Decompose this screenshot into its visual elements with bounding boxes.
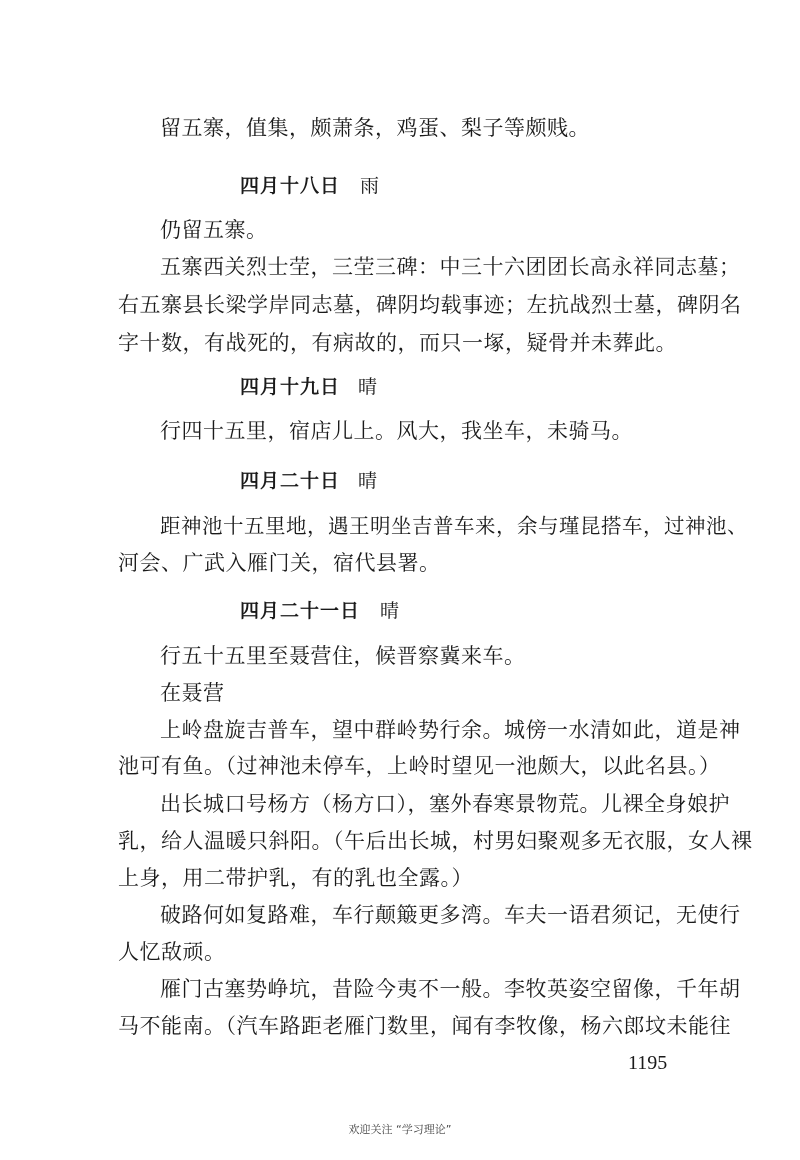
page-number: 1195 <box>628 1052 668 1074</box>
footer-caption: 欢迎关注 “学习理论” <box>348 1123 452 1136</box>
paragraph-line: 出长城口号杨方（杨方口），塞外春寒景物荒。儿裸全身娘护 <box>160 792 730 816</box>
entry-date: 四月二十日 <box>240 470 341 492</box>
paragraph-line: 在聂营 <box>160 681 225 705</box>
paragraph-line: 距神池十五里地，遇王明坐吉普车来，余与瑾昆搭车，过神池、 <box>160 514 748 538</box>
entry-weather: 雨 <box>360 175 380 197</box>
paragraph-line: 上岭盘旋吉普车，望中群岭势行余。城傍一水清如此，道是神 <box>160 718 741 742</box>
entry-weather: 晴 <box>358 470 378 492</box>
paragraph-line: 仍留五寨。 <box>160 218 268 242</box>
paragraph-line: 字十数，有战死的，有病故的，而只一塚，疑骨并未葬此。 <box>118 331 677 355</box>
paragraph-line: 行五十五里至聂营住，候晋察冀来车。 <box>160 644 526 668</box>
entry-date: 四月十九日 <box>240 376 341 398</box>
paragraph-line: 乳，给人温暖只斜阳。（午后出长城，村男妇聚观多无衣服，女人裸 <box>118 829 753 853</box>
paragraph-line: 五寨西关烈士茔，三茔三碑：中三十六团团长高永祥同志墓； <box>160 255 741 279</box>
paragraph-line: 留五寨，值集，颇萧条，鸡蛋、梨子等颇贱。 <box>160 116 590 140</box>
paragraph-line: 人忆敌顽。 <box>118 940 226 964</box>
paragraph-line: 行四十五里，宿店儿上。风大，我坐车，未骑马。 <box>160 419 633 443</box>
paragraph-line: 马不能南。（汽车路距老雁门数里，闻有李牧像，杨六郎坟未能往 <box>118 1014 731 1038</box>
entry-weather: 晴 <box>358 376 378 398</box>
entry-date: 四月二十一日 <box>240 600 361 622</box>
entry-weather: 晴 <box>380 600 400 622</box>
paragraph-line: 上身，用二带护乳，有的乳也全露。） <box>118 866 473 890</box>
paragraph-line: 河会、广武入雁门关，宿代县署。 <box>118 551 441 575</box>
entry-date: 四月十八日 <box>240 175 341 197</box>
paragraph-line: 雁门古塞势峥坑，昔险今夷不一般。李牧英姿空留像，千年胡 <box>160 977 741 1001</box>
paragraph-line: 右五寨县长梁学岸同志墓，碑阴均载事迹；左抗战烈士墓，碑阴名 <box>118 293 742 317</box>
paragraph-line: 破路何如复路难，车行颠簸更多湾。车夫一语君须记，无使行 <box>160 903 741 927</box>
paragraph-line: 池可有鱼。（过神池未停车，上岭时望见一池颇大，以此名县。） <box>118 754 721 778</box>
